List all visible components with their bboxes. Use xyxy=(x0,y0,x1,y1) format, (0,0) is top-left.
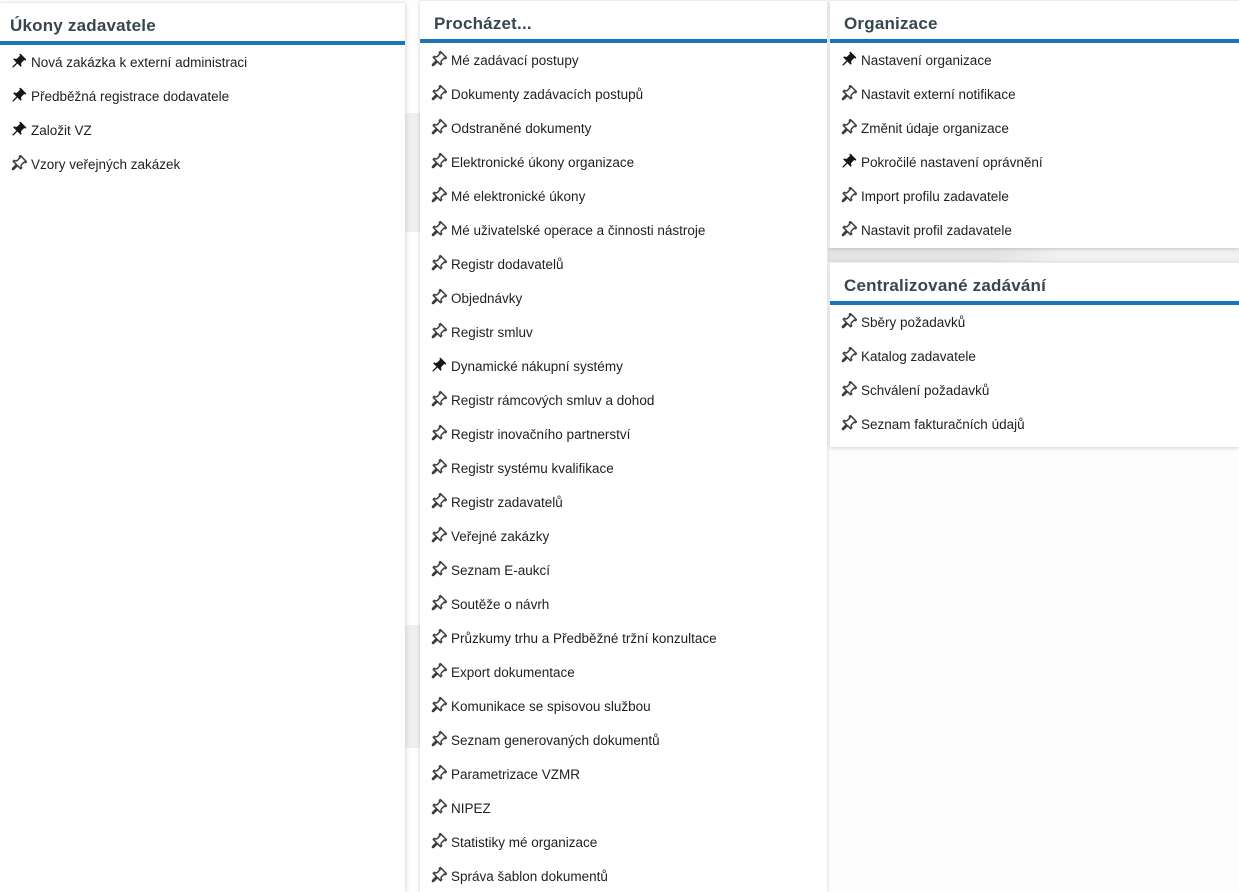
menu-item[interactable] xyxy=(420,519,827,553)
menu-item-label: Založit VZ xyxy=(31,122,92,138)
pushpin-outline-icon xyxy=(428,85,448,103)
background-fragment xyxy=(405,625,420,748)
menu-item[interactable] xyxy=(830,145,1239,179)
menu-item-label: Elektronické úkony organizace xyxy=(451,154,635,170)
pushpin-outline-icon xyxy=(428,425,448,443)
pushpin-outline-icon xyxy=(428,833,448,851)
pushpin-outline-icon xyxy=(428,119,448,137)
menu-item[interactable] xyxy=(420,417,827,451)
pushpin-outline-icon xyxy=(838,119,858,137)
background-fragment xyxy=(405,113,420,232)
menu-item[interactable] xyxy=(420,621,827,655)
menu-item-label: Registr rámcových smluv a dohod xyxy=(451,392,655,408)
pushpin-outline-icon xyxy=(428,629,448,647)
menu-item-label: Parametrizace VZMR xyxy=(451,766,581,782)
pushpin-outline-icon xyxy=(428,799,448,817)
menu-item[interactable] xyxy=(830,77,1239,111)
pushpin-outline-icon xyxy=(428,391,448,409)
menu-item[interactable] xyxy=(420,213,827,247)
menu-item-label: Registr zadavatelů xyxy=(451,494,563,510)
menu-item-list xyxy=(420,43,827,892)
menu-item[interactable] xyxy=(830,305,1239,339)
panel-shadow-band xyxy=(828,248,1239,262)
menu-item[interactable] xyxy=(420,383,827,417)
menu-item-label: Vzory veřejných zakázek xyxy=(31,156,181,172)
menu-item-label: Předběžná registrace dodavatele xyxy=(31,88,230,104)
menu-item-label: Změnit údaje organizace xyxy=(861,120,1009,136)
panel-title: Centralizované zadávání xyxy=(844,276,1047,295)
menu-item-label: Registr dodavatelů xyxy=(451,256,564,272)
menu-item-label: Nová zakázka k externí administraci xyxy=(31,54,248,70)
menu-item[interactable] xyxy=(0,147,405,181)
menu-item-label: Mé zadávací postupy xyxy=(451,52,579,68)
pushpin-filled-icon xyxy=(838,153,858,171)
menu-item-label: Pokročilé nastavení oprávnění xyxy=(861,154,1043,170)
pushpin-filled-icon xyxy=(8,87,28,105)
menu-item-label: Registr inovačního partnerství xyxy=(451,426,631,442)
menu-item[interactable] xyxy=(420,247,827,281)
menu-item-label: Správa šablon dokumentů xyxy=(451,868,608,884)
menu-item-label: Odstraněné dokumenty xyxy=(451,120,592,136)
panel-title: Organizace xyxy=(844,14,938,33)
menu-item-list xyxy=(830,43,1239,247)
menu-item-label: Dokumenty zadávacích postupů xyxy=(451,86,644,102)
menu-item-label: Objednávky xyxy=(451,290,523,306)
menu-item-label: Mé elektronické úkony xyxy=(451,188,586,204)
pushpin-filled-icon xyxy=(8,121,28,139)
menu-item[interactable] xyxy=(830,339,1239,373)
menu-item[interactable] xyxy=(420,553,827,587)
menu-item[interactable] xyxy=(420,315,827,349)
menu-item[interactable] xyxy=(420,587,827,621)
menu-item-list xyxy=(830,305,1239,441)
menu-item-label: Registr systému kvalifikace xyxy=(451,460,614,476)
panel-title: Úkony zadavatele xyxy=(10,16,156,35)
menu-item[interactable] xyxy=(420,825,827,859)
panel-prochazet xyxy=(420,0,827,892)
menu-item[interactable] xyxy=(420,43,827,77)
panel-header xyxy=(0,3,405,45)
menu-item-list xyxy=(0,45,405,181)
menu-item-label: Schválení požadavků xyxy=(861,382,990,398)
menu-item-label: Průzkumy trhu a Předběžné tržní konzultace xyxy=(451,630,717,646)
panel-header xyxy=(830,1,1239,43)
pushpin-filled-icon xyxy=(838,51,858,69)
menu-item-label: Seznam generovaných dokumentů xyxy=(451,732,660,748)
menu-item[interactable] xyxy=(420,179,827,213)
pushpin-outline-icon xyxy=(838,221,858,239)
menu-item-label: Soutěže o návrh xyxy=(451,596,550,612)
pushpin-outline-icon xyxy=(428,731,448,749)
menu-item[interactable] xyxy=(420,859,827,892)
menu-item[interactable] xyxy=(830,213,1239,247)
pushpin-outline-icon xyxy=(428,561,448,579)
pushpin-outline-icon xyxy=(428,289,448,307)
menu-item-label: Nastavení organizace xyxy=(861,52,992,68)
menu-item-label: Nastavit profil zadavatele xyxy=(861,222,1012,238)
panel-title: Procházet... xyxy=(434,14,532,33)
menu-item[interactable] xyxy=(420,111,827,145)
pushpin-outline-icon xyxy=(838,187,858,205)
menu-item-label: Export dokumentace xyxy=(451,664,575,680)
menu-item-label: Veřejné zakázky xyxy=(451,528,550,544)
panel-centralizovane-zadavani xyxy=(830,262,1239,447)
panel-organizace xyxy=(830,0,1239,248)
panel-header xyxy=(830,263,1239,305)
menu-item-label: Mé uživatelské operace a činnosti nástroje xyxy=(451,222,706,238)
pushpin-outline-icon xyxy=(838,381,858,399)
pushpin-outline-icon xyxy=(838,85,858,103)
menu-item-label: Nastavit externí notifikace xyxy=(861,86,1016,102)
menu-item[interactable] xyxy=(420,757,827,791)
menu-item[interactable] xyxy=(830,373,1239,407)
panel-header xyxy=(420,1,827,43)
pushpin-outline-icon xyxy=(838,347,858,365)
pushpin-outline-icon xyxy=(428,493,448,511)
menu-item-label: Katalog zadavatele xyxy=(861,348,976,364)
pushpin-outline-icon xyxy=(838,415,858,433)
menu-item[interactable] xyxy=(420,689,827,723)
pushpin-outline-icon xyxy=(428,323,448,341)
pushpin-outline-icon xyxy=(428,663,448,681)
menu-item[interactable] xyxy=(420,77,827,111)
menu-item[interactable] xyxy=(830,407,1239,441)
menu-item[interactable] xyxy=(420,349,827,383)
pushpin-outline-icon xyxy=(428,595,448,613)
menu-item[interactable] xyxy=(830,179,1239,213)
pushpin-outline-icon xyxy=(428,697,448,715)
pushpin-outline-icon xyxy=(428,221,448,239)
menu-item[interactable] xyxy=(420,281,827,315)
menu-item-label: Statistiky mé organizace xyxy=(451,834,598,850)
menu-item[interactable] xyxy=(0,113,405,147)
menu-item-label: Seznam E-aukcí xyxy=(451,562,551,578)
menu-item-label: Sběry požadavků xyxy=(861,314,966,330)
panel-ukony-zadavatele xyxy=(0,2,405,892)
menu-item[interactable] xyxy=(420,145,827,179)
menu-item[interactable] xyxy=(830,43,1239,77)
pushpin-outline-icon xyxy=(428,153,448,171)
menu-item[interactable] xyxy=(0,45,405,79)
menu-item[interactable] xyxy=(420,655,827,689)
pushpin-outline-icon xyxy=(428,765,448,783)
pushpin-outline-icon xyxy=(428,51,448,69)
menu-item[interactable] xyxy=(0,79,405,113)
menu-item-label: NIPEZ xyxy=(451,800,491,816)
menu-item[interactable] xyxy=(420,791,827,825)
menu-item-label: Komunikace se spisovou službou xyxy=(451,698,651,714)
pushpin-filled-icon xyxy=(428,357,448,375)
menu-item-label: Dynamické nákupní systémy xyxy=(451,358,623,374)
menu-item[interactable] xyxy=(830,111,1239,145)
menu-item[interactable] xyxy=(420,451,827,485)
pushpin-outline-icon xyxy=(428,187,448,205)
pushpin-outline-icon xyxy=(8,155,28,173)
menu-item-label: Import profilu zadavatele xyxy=(861,188,1009,204)
pushpin-outline-icon xyxy=(428,527,448,545)
pushpin-outline-icon xyxy=(428,459,448,477)
pushpin-outline-icon xyxy=(838,313,858,331)
pushpin-outline-icon xyxy=(428,867,448,885)
menu-item[interactable] xyxy=(420,485,827,519)
menu-item[interactable] xyxy=(420,723,827,757)
pushpin-outline-icon xyxy=(428,255,448,273)
menu-item-label: Registr smluv xyxy=(451,324,533,340)
menu-item-label: Seznam fakturačních údajů xyxy=(861,416,1025,432)
pushpin-filled-icon xyxy=(8,53,28,71)
